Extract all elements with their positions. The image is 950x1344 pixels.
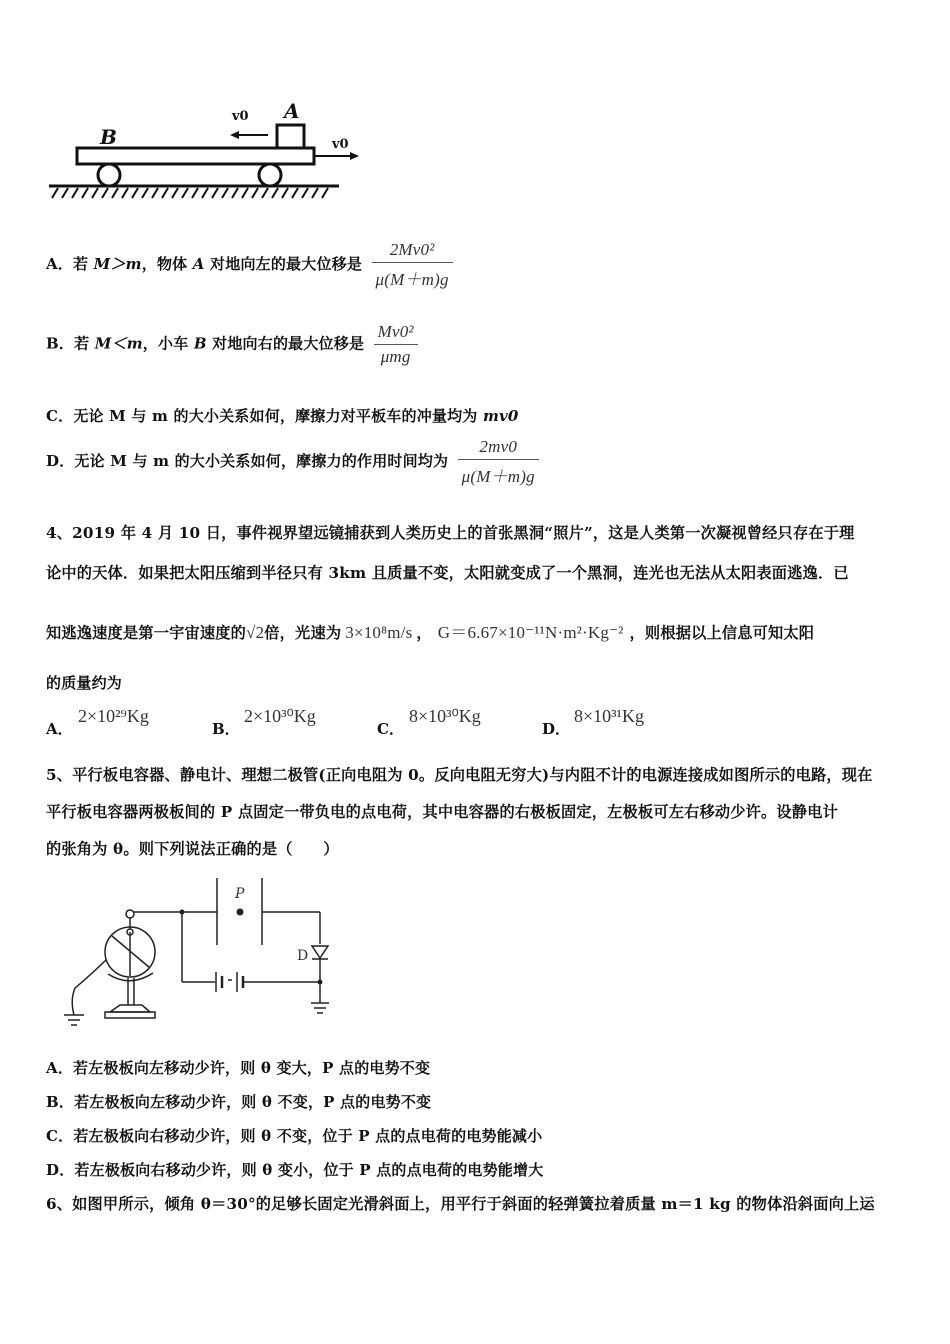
label-a: A bbox=[284, 99, 300, 123]
q4-line-2: 论中的天体．如果把太阳压缩到半径只有 3km 且质量不变，太阳就变成了一个黑洞，连光也无法从太阳表面逃逸．已 bbox=[46, 564, 849, 582]
cart-diagram bbox=[44, 95, 374, 210]
q4-line-3: 知逃逸速度是第一宇宙速度的√2倍，光速为 3×10⁸m/s ， G＝6.67×10⁻¹¹N·m²·Kg⁻² ，则根据以上信息可知太阳 bbox=[46, 623, 815, 642]
q4-option-b-letter[interactable]: B． bbox=[212, 720, 240, 738]
label-diode-d: D bbox=[297, 948, 309, 964]
label-p: P bbox=[235, 886, 245, 902]
q4-option-b-value[interactable]: 2×10³⁰Kg bbox=[244, 706, 316, 726]
q3-option-a[interactable]: A．若 M＞m，物体 A 对地向左的最大位移是 $\frac{\text{2Mv0²}}{\mu(M+m)g}$ bbox=[46, 240, 453, 290]
q5-line-3: 的张角为 θ。则下列说法正确的是（ ） bbox=[46, 840, 339, 858]
label-b: B bbox=[100, 125, 117, 149]
q4-line-4: 的质量约为 bbox=[46, 674, 123, 692]
q5-option-b[interactable]: B．若左极板向左移动少许，则 θ 不变，P 点的电势不变 bbox=[46, 1093, 432, 1111]
q4-option-c-letter[interactable]: C． bbox=[377, 720, 404, 738]
q4-line-1: 4、2019 年 4 月 10 日，事件视界望远镜捕获到人类历史上的首张黑洞“照片”，这是人类第一次凝视曾经只存在于理 bbox=[46, 524, 855, 542]
fraction: $\frac{2mv0}{\mu(M+m)g}$ bbox=[458, 437, 539, 487]
q6-line-1: 6、如图甲所示，倾角 θ＝30°的足够长固定光滑斜面上，用平行于斜面的轻弹簧拉着质量 m＝1 kg 的物体沿斜面向上运 bbox=[46, 1195, 875, 1213]
sqrt-two: √2 bbox=[246, 623, 265, 642]
cart-block-figure bbox=[44, 95, 374, 210]
q5-line-1: 5、平行板电容器、静电计、理想二极管(正向电阻为 0。反向电阻无穷大)与内阻不计的电源连接成如图所示的电路，现在 bbox=[46, 766, 873, 784]
q3-option-b[interactable]: B．若 M＜m，小车 B 对地向右的最大位移是 $\frac{\text{Mv0²}}{\text{μmg}}$ bbox=[46, 322, 418, 367]
fraction: $\frac{\text{2Mv0²}}{\mu(M+m)g}$ bbox=[372, 240, 453, 290]
q5-option-d[interactable]: D．若左极板向右移动少许，则 θ 变小，位于 P 点的点电荷的电势能增大 bbox=[46, 1161, 544, 1179]
light-speed: 3×10⁸m/s bbox=[345, 623, 413, 642]
q4-option-d-letter[interactable]: D． bbox=[542, 720, 571, 738]
label-v0-right: v0 bbox=[332, 137, 349, 152]
q4-option-a-letter[interactable]: A． bbox=[46, 720, 73, 738]
q3-option-d[interactable]: D．无论 M 与 m 的大小关系如何，摩擦力的作用时间均为 $\frac{2mv0}{\mu(M+m)g}$ bbox=[46, 437, 539, 487]
q3-option-c[interactable]: C．无论 M 与 m 的大小关系如何，摩擦力对平板车的冲量均为 mv0 bbox=[46, 407, 519, 425]
q4-option-d-value[interactable]: 8×10³¹Kg bbox=[574, 706, 644, 726]
gravitational-constant: G＝6.67×10⁻¹¹N·m²·Kg⁻² bbox=[437, 623, 624, 642]
label-v0-left: v0 bbox=[232, 109, 249, 124]
q5-line-2: 平行板电容器两极板间的 P 点固定一带负电的点电荷，其中电容器的右极板固定，左极板可左右移动少许。设静电计 bbox=[46, 803, 838, 821]
q4-option-a-value[interactable]: 2×10²⁹Kg bbox=[78, 706, 149, 726]
circuit-figure bbox=[50, 870, 350, 1040]
q5-option-a[interactable]: A．若左极板向左移动少许，则 θ 变大，P 点的电势不变 bbox=[46, 1059, 431, 1077]
q4-option-c-value[interactable]: 8×10³⁰Kg bbox=[409, 706, 481, 726]
fraction: $\frac{\text{Mv0²}}{\text{μmg}}$ bbox=[374, 322, 418, 367]
q5-option-c[interactable]: C．若左极板向右移动少许，则 θ 不变，位于 P 点的点电荷的电势能减小 bbox=[46, 1127, 543, 1145]
